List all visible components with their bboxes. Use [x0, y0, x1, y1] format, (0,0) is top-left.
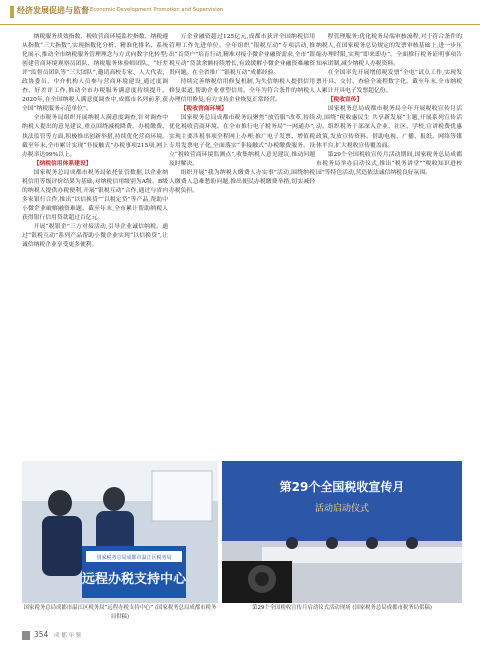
body-paragraph: 万企业融资超过125亿元,成都市获评全国纳税信用管理工作先进单位。全年组织“银税互动”专项活动,推出“首贷户”培育行动,精准对接小微企业融资需求,全市“银税互动”贷款余额持续增长,有效缓解小微企业融资难融资贵问题。在全省推广“银税互动”成都经验。 — [169, 34, 315, 77]
sign-subtitle: 国家税务总局成都市温江区税务局 — [96, 555, 172, 561]
text-column-1 — [22, 33, 168, 453]
section-marker — [10, 6, 14, 18]
section-heading: 【税收宣传】 — [327, 97, 363, 104]
body-paragraph: 在全国率先开展增值税发票“全电”试点工作,实现发票开具、交付、查验全流程数字化。截至年末,全市纳税人累计开具电子发票超亿份。 — [316, 70, 462, 95]
footer-marker — [22, 631, 30, 640]
body-paragraph: 纳税服务质效指数、税收营商环境监控指数、纳税遵从指数“三大指数”,实现指数化分析、精准化排名、系统化展示,推动全市纳税服务管理理念与方式向数字化转型;创建营商环境观察员团队、纳税服务体验师团队、“好差评”监督员团队等“三大团队”,邀请高校专家、人大代表、政协委员、中介机构人员参与营商环境建设,通过度调查、好差评工作,推动全市办税服务满意度持续提升。2020年,在全国纳税人满意度调查中,成都市名列前茅,获全国“纳税服务示范单位”。 — [22, 34, 168, 113]
text-column-2 — [169, 33, 315, 453]
body-paragraph: 国家税务总局成都市税务局全年开展税收宣传月活动,围绕“税收惠民生 共享新发展”主题,开展系列宣传活动。组织税务干部深入企业、社区、学校,宣讲税费优惠政策,发放宣传资料。借助电视、广播、报纸、网络等媒体平台,扩大税收宣传覆盖面。 — [316, 106, 462, 149]
body-paragraph: 程管理服务;优化税务局端审核流程,对于符合条件的纳税人,在国家税务总局规定的发票审核基础上,进一步压缩办理时限,实现“即来即办”。全面推行税务证明事项告知承诺制,减少纳税人办税资料。 — [316, 34, 462, 68]
body-paragraph: 全市税务局组织开展纳税人满意度调查,针对调查中纳税人提出的意见建议,重点围绕减税降费、办税缴费、执法监管等方面,积极推出创新举措,持续优化营商环境。截至年末,全市累计实现“非接触式”办税事项215项,网上办税率达99%以上。 — [22, 115, 168, 158]
page-header — [0, 0, 480, 25]
body-paragraph: 国家税务总局成都市税务局聚焦“放管服”改革,持续优化税收营商环境。在全市推行电子税务局“一网通办”,实现主要涉税事项全程网上办理;推广电子发票、增值税专用发票电子化,全面落实“非接触式”办税缴费服务。设立“税收营商环境监测点”,收集纳税人意见建议,推动问题及时解决。 — [169, 115, 315, 167]
text-column-3 — [316, 33, 462, 453]
page-footer — [0, 620, 480, 651]
journal-name: 成 都 年 鉴 — [54, 633, 82, 639]
sign-title: 远程办税支持中心 — [81, 572, 187, 587]
photo-tax-publicity-month-ceremony — [222, 461, 462, 603]
photo-caption-left: 国家税务总局成都市温江区税务局“远程办税支持中心” (国家税务总局成都市税务局供稿) — [23, 605, 217, 620]
photo-caption-right: 第29个全国税收宣传月启动仪式活动现场 (国家税务总局成都市税务局供稿) — [252, 605, 432, 611]
section-heading: 【税收营商环境】 — [180, 106, 227, 113]
body-paragraph: 开展“税银企”三方对接活动,引导企业诚信纳税。通过“银税互动”系列产品帮助小微企业实现“以信换贷”,让诚信纳税企业享受更多便利。 — [22, 223, 168, 249]
section-title-english: Economic Development Promotion and Supervision — [90, 7, 224, 13]
photo-remote-tax-center — [22, 461, 218, 603]
body-paragraph: 第29个全国税收宣传月活动期间,国家税务总局成都市税务局举办启动仪式,推出“税务讲堂”“税收知识进校园”等特色活动,营造依法诚信纳税良好氛围。 — [316, 151, 462, 176]
body-paragraph: 组织开展“我为纳税人缴费人办实事”活动,围绕纳税人缴费人急难愁盼问题,推出便民办税缴费举措,切实减轻办税负担。 — [169, 169, 315, 194]
section-title: 经济发展促进与监督 — [17, 6, 89, 15]
banner-line-2: 活动启动仪式 — [314, 504, 370, 514]
photo-ceremony-illustration — [222, 461, 462, 603]
section-heading: 【纳税信用体系建设】 — [33, 160, 92, 167]
body-paragraph: 国家税务总局成都市税务局依托征管数据,以企业纳税信用等级评价结果为基础,对纳税信用级别为A级、B级的纳税人提供办税便利,开展“银税互动”合作,通过与省内多家银行合作,推出“以信换贷”“以税定贷”等产品,帮助中小微企业破解融资难题。截至年末,全市累计帮助纳税人获得银行信用贷款超过百亿元。 — [22, 169, 168, 221]
page-number: 354 — [34, 630, 49, 639]
banner-line-1: 第29个全国税收宣传月 — [279, 480, 405, 494]
photo-remote-tax-center-illustration — [22, 461, 218, 603]
body-paragraph: 持续完善纳税信用修复机制,为失信纳税人提供信用修复渠道,帮助企业重塑信用。全年为符合条件的纳税人办理信用修复,有力支持企业恢复正常经营。 — [169, 79, 315, 104]
